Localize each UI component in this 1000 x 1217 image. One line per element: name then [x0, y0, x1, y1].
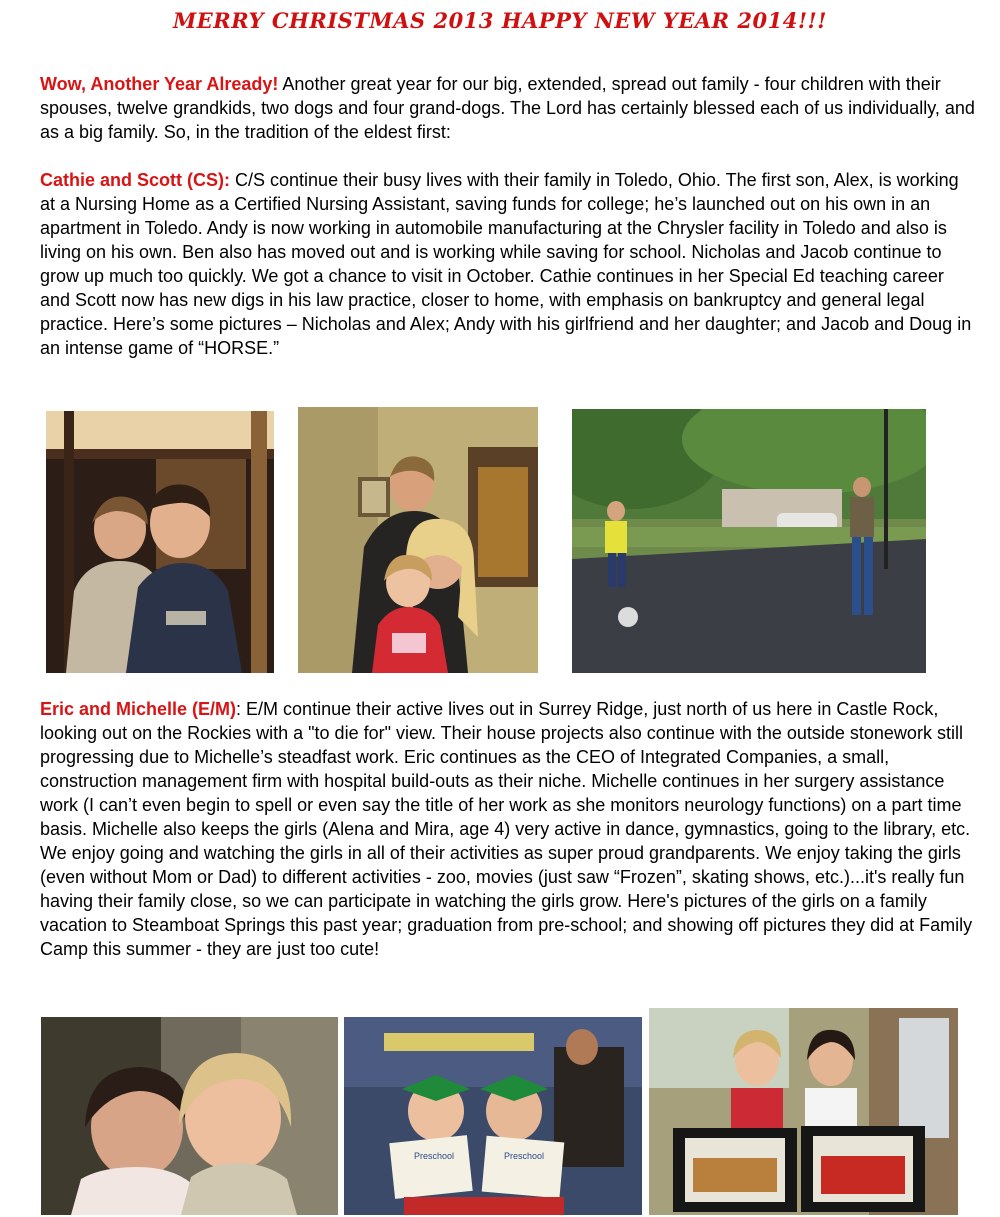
- photo-girls-steamboat-springs: [41, 1017, 338, 1215]
- photo-andy-girlfriend-daughter: [298, 407, 538, 673]
- eric-michelle-paragraph: [40, 697, 975, 961]
- intro-text: Another great year for our big, extended, spread out family - four children with their spouses, twelve grandkids, two dogs and four grand-dogs. The Lord has certainly blessed each of us individually, and as a big family. So, in the tradition of the eldest first:: [40, 74, 975, 142]
- cathie-scott-text: C/S continue their busy lives with their family in Toledo, Ohio. The first son, Alex, is working at a Nursing Home as a Certified Nursing Assistant, saving funds for college; he’s launched out on his own in an apartment in Toledo. Andy is now working in automobile manufacturing at the Chrysler facility in Toledo and also is living on his own. Ben also has moved out and is working while saving for school. Nicholas and Jacob continue to grow up much too quickly. We got a chance to visit in October. Cathie continues in her Special Ed teaching career and Scott now has new digs in his law practice, closer to home, with emphasis on bankruptcy and general legal practice. Here’s some pictures – Nicholas and Alex; Andy with his girlfriend and her daughter; and Jacob and Doug in an intense game of “HORSE.”: [40, 170, 972, 358]
- intro-paragraph: [40, 72, 975, 144]
- eric-michelle-heading: Eric and Michelle (E/M): [40, 699, 237, 719]
- eric-michelle-text: : E/M continue their active lives out in Surrey Ridge, just north of us here in Castle Rock, looking out on the Rockies with a "to die for" view. Their house projects also continue with the outside stonework still progressing due to Michelle’s steadfast work. Eric continues as the CEO of Integrated Companies, a small, construction management firm with hospital build-outs as their niche. Michelle continues in her surgery assistance work (I can’t even begin to spell or even say the title of her work as she monitors neurology functions) on a part time basis. Michelle also keeps the girls (Alena and Mira, age 4) very active in dance, gymnastics, going to the library, etc. We enjoy going and watching the girls in all of their activities as super proud grandparents. We enjoy taking the girls (even without Mom or Dad) to different activities - zoo, movies (just saw “Frozen”, skating shows, etc.)...it's really fun having their family close, so we can participate in watching the girls grow. Here's pictures of the girls on a family vacation to Steamboat Springs this past year; graduation from pre-school; and showing off pictures they did at Family Camp this summer - they are just too cute!: [40, 699, 973, 959]
- certificate-left-label: Preschool: [414, 1151, 455, 1161]
- page-title: MERRY CHRISTMAS 2013 HAPPY NEW YEAR 2014!!!: [173, 8, 827, 33]
- cathie-scott-heading: Cathie and Scott (CS):: [40, 170, 231, 190]
- photo-jacob-and-doug-horse: [572, 409, 926, 673]
- photo-nicholas-and-alex: [46, 411, 274, 673]
- photo-girls-family-camp-art: [649, 1008, 958, 1215]
- intro-heading: Wow, Another Year Already!: [40, 74, 279, 94]
- cathie-scott-paragraph: [40, 168, 975, 360]
- photo-girls-preschool-graduation: [344, 1017, 642, 1215]
- certificate-right-label: Preschool: [504, 1151, 545, 1161]
